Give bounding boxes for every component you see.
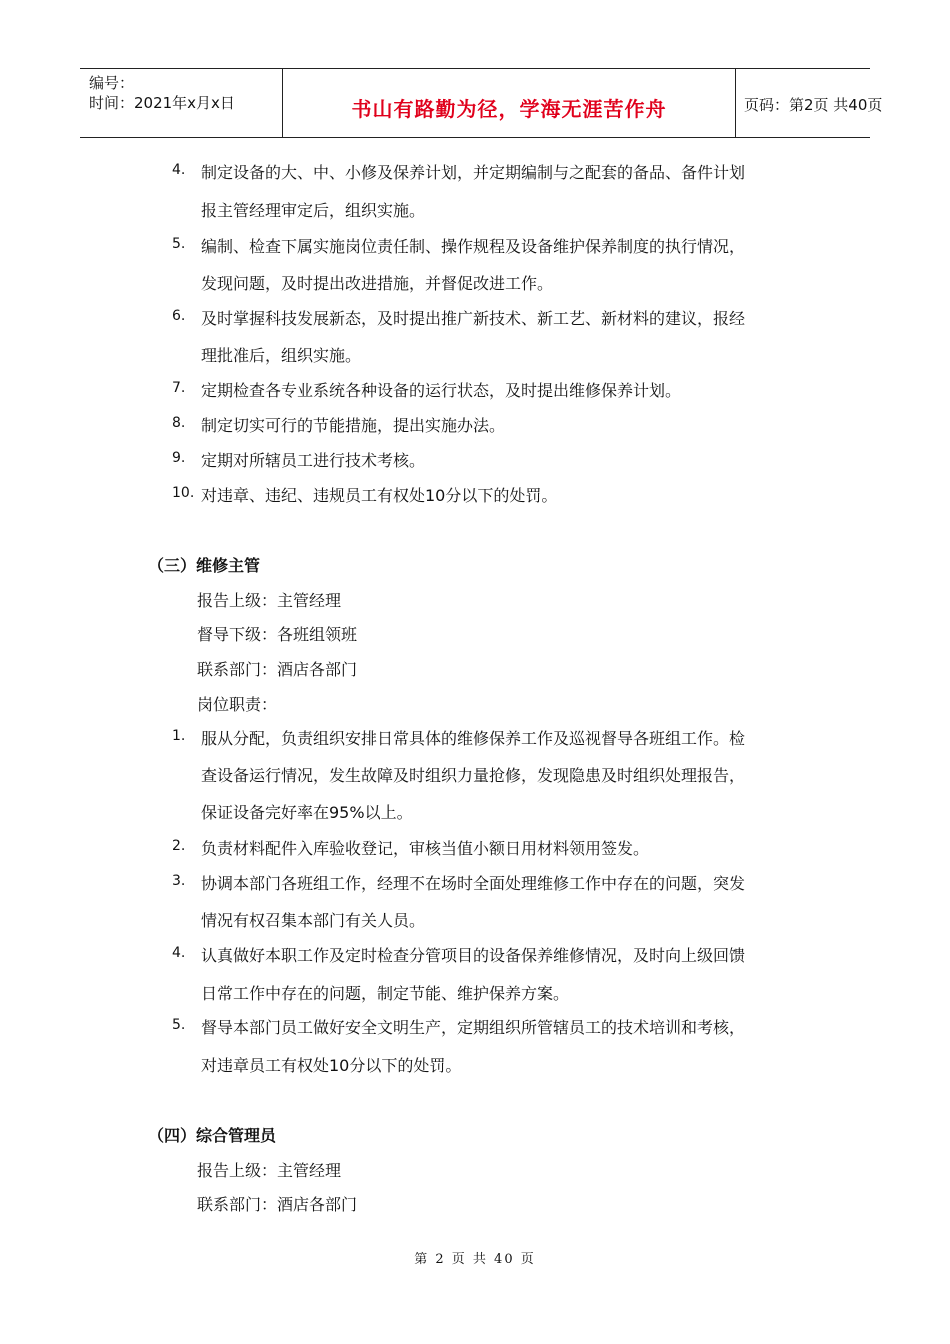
header-motto-cell [282,69,736,137]
list-item-line: 报主管经理审定后，组织实施。 [201,201,426,220]
list-item-line: 制定设备的大、中、小修及保养计划，并定期编制与之配套的备品、备件计划 [201,163,746,182]
document-date: 时间：2021年x月x日 [89,94,235,112]
list-item-number: 5. [172,1017,186,1033]
page-footer: 第 2 页 共 40 页 [414,1252,536,1267]
report-to: 报告上级：主管经理 [197,1161,342,1180]
report-to: 报告上级：主管经理 [197,591,342,610]
list-item-line: 对违章员工有权处10分以下的处罚。 [201,1056,462,1075]
list-item-line: 理批准后，组织实施。 [201,346,362,365]
list-item-number: 5. [172,236,186,252]
section-heading: （三）维修主管 [148,556,261,575]
list-item-number: 2. [172,838,186,854]
list-item-line: 日常工作中存在的问题，制定节能、维护保养方案。 [201,984,570,1003]
list-item-line: 编制、检查下属实施岗位责任制、操作规程及设备维护保养制度的执行情况， [201,237,746,256]
list-item-number: 3. [172,873,186,889]
list-item-number: 1. [172,728,186,744]
list-item-number: 4. [172,945,186,961]
header-page-code: 页码：第2页 共40页 [744,96,883,114]
list-item-number: 6. [172,308,186,324]
list-item-number: 4. [172,162,186,178]
duties-label: 岗位职责： [197,695,278,714]
list-item-line: 制定切实可行的节能措施，提出实施办法。 [201,416,506,435]
list-item-line: 情况有权召集本部门有关人员。 [201,911,426,930]
list-item-line: 定期检查各专业系统各种设备的运行状态，及时提出维修保养计划。 [201,381,682,400]
list-item-line: 对违章、违纪、违规员工有权处10分以下的处罚。 [201,486,558,505]
header-left-cell [80,69,282,137]
list-item-line: 督导本部门员工做好安全文明生产，定期组织所管辖员工的技术培训和考核， [201,1018,746,1037]
list-item-line: 发现问题，及时提出改进措施，并督促改进工作。 [201,274,554,293]
contact-departments: 联系部门：酒店各部门 [197,1195,358,1214]
list-item-number: 8. [172,415,186,431]
list-item-line: 及时掌握科技发展新态，及时提出推广新技术、新工艺、新材料的建议，报经 [201,309,746,328]
list-item-number: 7. [172,380,186,396]
list-item-number: 10. [172,485,195,501]
header-right-cell [736,69,883,137]
list-item-line: 服从分配，负责组织安排日常具体的维修保养工作及巡视督导各班组工作。检 [201,729,746,748]
contact-departments: 联系部门：酒店各部门 [197,660,358,679]
document-number-label: 编号： [89,74,135,92]
supervise: 督导下级：各班组领班 [197,625,358,644]
section-heading: （四）综合管理员 [148,1126,277,1145]
list-item-line: 负责材料配件入库验收登记，审核当值小额日用材料领用签发。 [201,839,650,858]
list-item-line: 协调本部门各班组工作，经理不在场时全面处理维修工作中存在的问题，突发 [201,874,746,893]
list-item-line: 保证设备完好率在95%以上。 [201,803,413,822]
page-header [80,68,883,138]
header-motto: 书山有路勤为径，学海无涯苦作舟 [351,97,667,121]
list-item-line: 认真做好本职工作及定时检查分管项目的设备保养维修情况，及时向上级回馈 [201,946,746,965]
list-item-line: 定期对所辖员工进行技术考核。 [201,451,426,470]
list-item-number: 9. [172,450,186,466]
list-item-line: 查设备运行情况，发生故障及时组织力量抢修，发现隐患及时组织处理报告， [201,766,746,785]
